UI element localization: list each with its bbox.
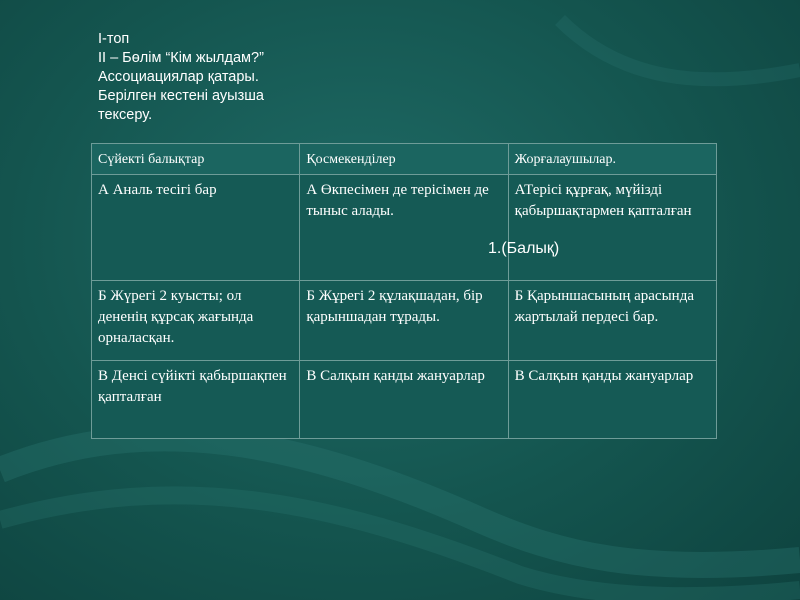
table-row [92, 281, 717, 361]
table-cell: А Аналь тесігі бар [92, 175, 300, 281]
table-cell: В Салқын қанды жануарлар [300, 361, 508, 439]
table-cell: АТерісі құрғақ, мүйізді қабыршақтармен қапталған [508, 175, 716, 281]
header-reptiles: Жорғалаушылар. [508, 144, 716, 175]
table-row [92, 361, 717, 439]
table-cell: В Салқын қанды жануарлар [508, 361, 716, 439]
table-cell: Б Жұрегі 2 құлақшадан, бір қарыншадан тұрады. [300, 281, 508, 361]
table-cell: А Өкпесімен де терісімен де тыныс алады. [300, 175, 508, 281]
table-header-row [92, 144, 717, 175]
title-line-task-end: тексеру. [98, 107, 153, 123]
table-cell: Б Қарыншасының арасында жартылай пердесі бар. [508, 281, 716, 361]
title-line-topic: Ассоциациялар қатары. [98, 69, 259, 85]
header-amphibians: Қосмекенділер [300, 144, 508, 175]
title-line-section: ІІ – Бөлім “Кім жылдам?” [98, 50, 264, 66]
comparison-table [91, 143, 717, 439]
table-cell: Б Жүрегі 2 куысты; ол дененің құрсақ жағында орналасқан. [92, 281, 300, 361]
table-cell: В Денсі сүйікті қабыршақпен қапталған [92, 361, 300, 439]
title-line-task: Берілген кестені ауызша [98, 88, 264, 104]
header-bony-fish: Сүйекті балықтар [92, 144, 300, 175]
answer-overlay-label: 1.(Балық) [488, 240, 560, 257]
title-line-group: І-топ [98, 31, 130, 47]
slide-title [98, 30, 358, 125]
table-row [92, 175, 717, 281]
